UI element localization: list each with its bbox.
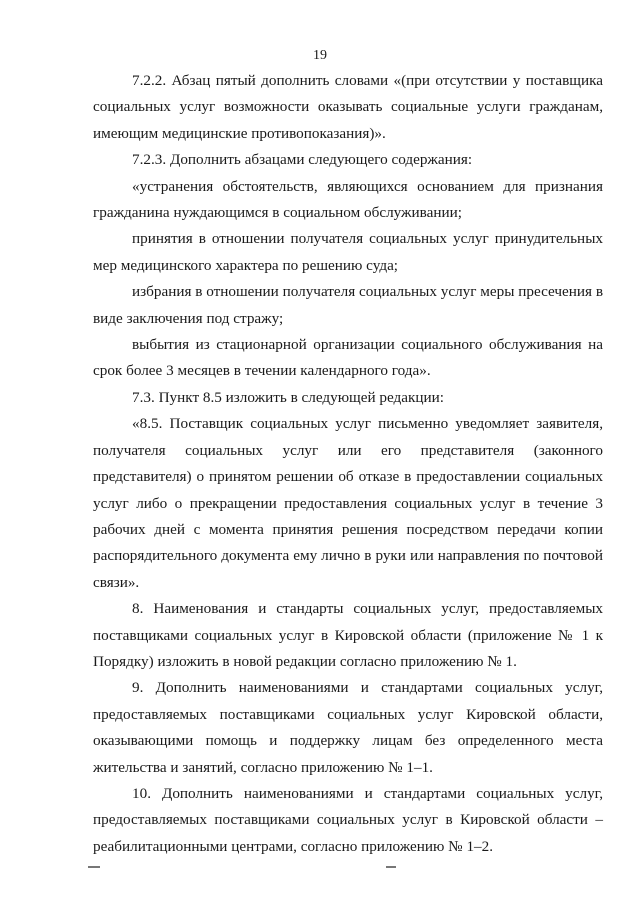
document-body xyxy=(93,68,603,860)
paragraph-item-detention: избрания в отношении получателя социальных услуг меры пресечения в виде заключения под стражу; xyxy=(93,283,603,327)
footer-mark-left xyxy=(88,866,100,868)
paragraph-8: 8. Наименования и стандарты социальных услуг, предоставляемых поставщиками социальных услуг в Кировской области (приложение № 1 к Порядку) изложить в новой редакции согласно приложению № 1. xyxy=(93,600,603,670)
paragraph-8-5: «8.5. Поставщик социальных услуг письменно уведомляет заявителя, получателя социальных услуг или его представителя (законного представителя) о принятом решении об отказе в предоставлении социальных услуг либо о прекращении предоставления социальных услуг в течение 3 рабочих дней с момента принятия решения посредством передачи копии распорядительного документа ему лично в руки или направления по почтовой связи». xyxy=(93,415,603,591)
paragraph-7-2-2: 7.2.2. Абзац пятый дополнить словами «(при отсутствии у поставщика социальных услуг возможности оказывать социальные услуги гражданам, имеющим медицинские противопоказания)». xyxy=(93,72,603,142)
footer-mark-center xyxy=(386,866,396,868)
paragraph-item-compulsory-measures: принятия в отношении получателя социальных услуг принудительных мер медицинского характера по решению суда; xyxy=(93,230,603,274)
paragraph-item-departure: выбытия из стационарной организации социального обслуживания на срок более 3 месяцев в течении календарного года». xyxy=(93,336,603,380)
paragraph-10: 10. Дополнить наименованиями и стандартами социальных услуг, предоставляемых поставщиками социальных услуг в Кировской области – реабилитационными центрами, согласно приложению № 1–2. xyxy=(93,784,603,855)
paragraph-9: 9. Дополнить наименованиями и стандартами социальных услуг, предоставляемых поставщиками социальных услуг Кировской области, оказывающими помощь и поддержку лицам без определенного места жительства и занятий, согласно приложению № 1–1. xyxy=(93,679,603,776)
page-number: 19 xyxy=(313,48,327,63)
paragraph-7-2-3: 7.2.3. Дополнить абзацами следующего содержания: xyxy=(132,151,473,169)
paragraph-7-3: 7.3. Пункт 8.5 изложить в следующей редакции: xyxy=(132,388,445,406)
paragraph-item-elimination: «устранения обстоятельств, являющихся основанием для признания гражданина нуждающимся в социальном обслуживании; xyxy=(93,177,603,222)
